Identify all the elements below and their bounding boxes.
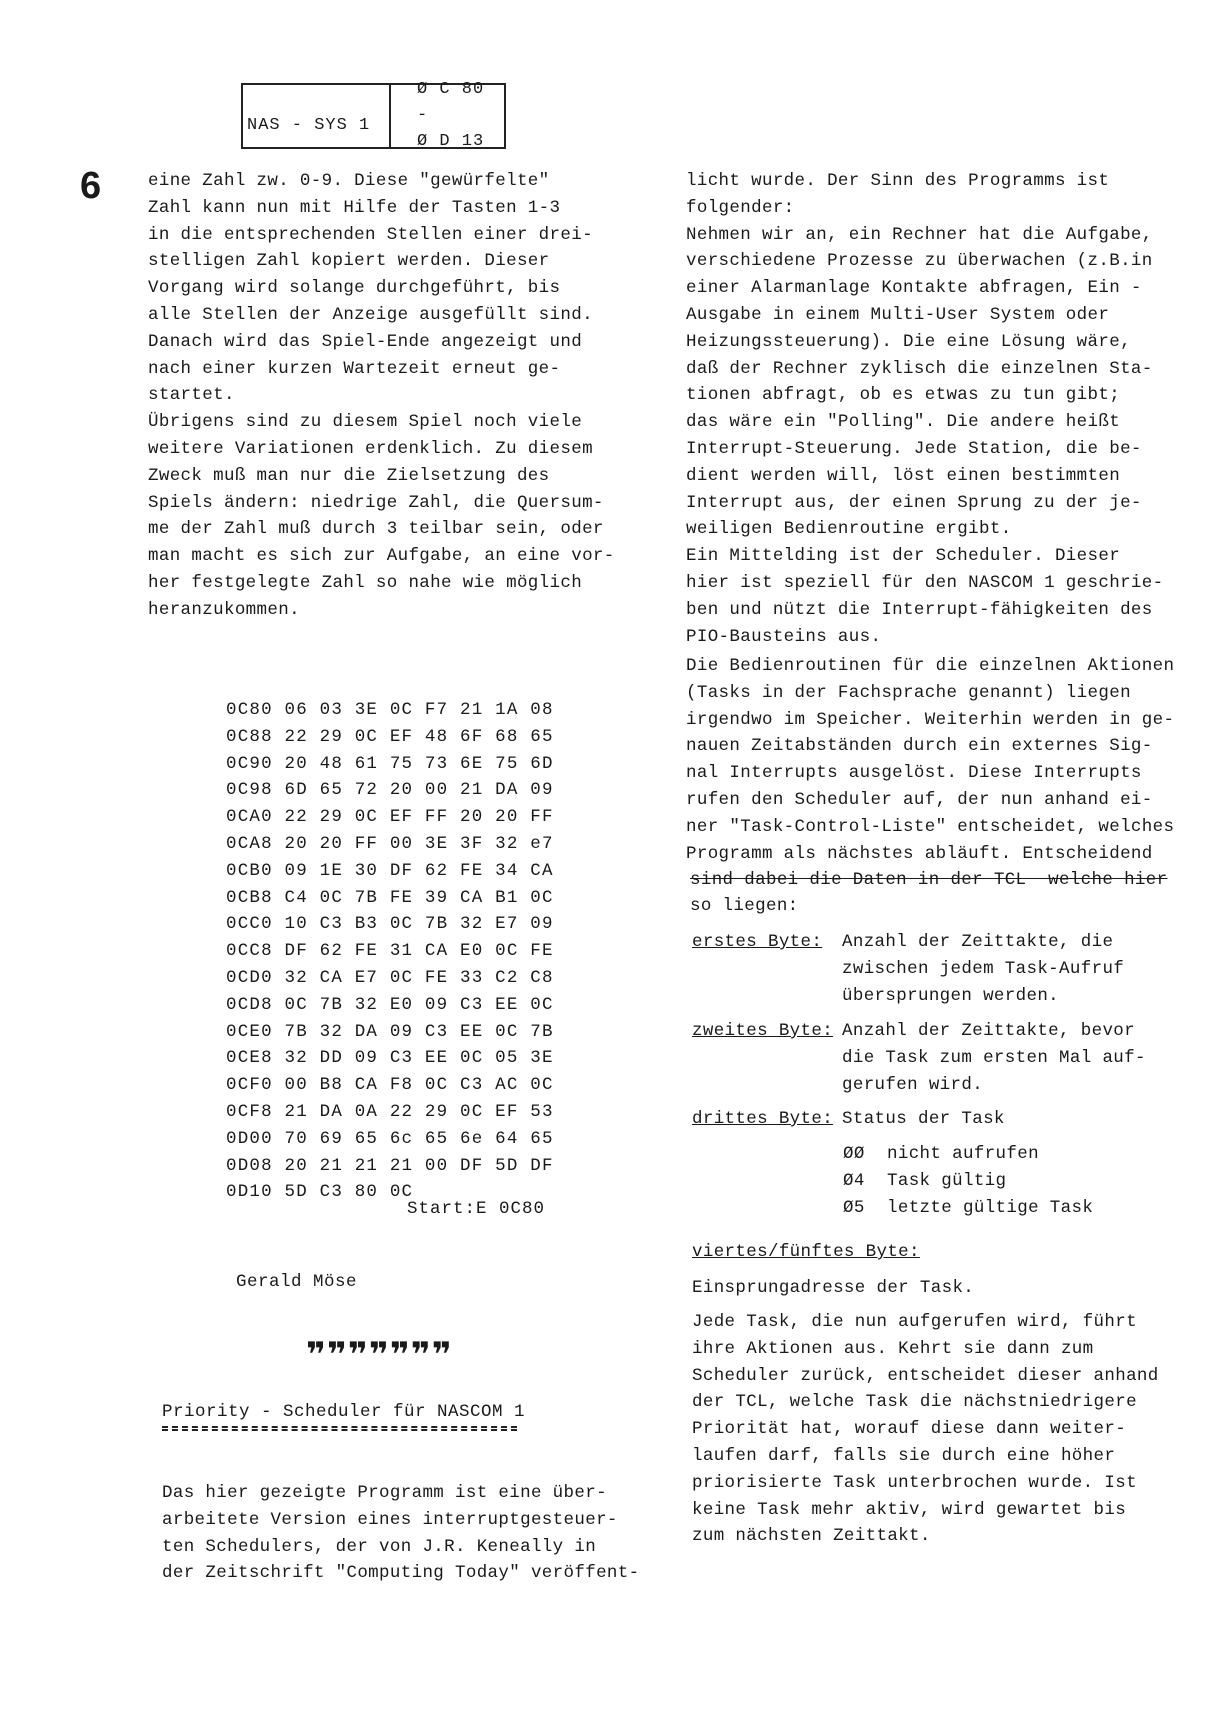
left-paragraph-1: eine Zahl zw. 0-9. Diese "gewürfelte" Zahl kann nun mit Hilfe der Tasten 1-3 in die entsprechenden Stellen einer drei- stelligen Zahl kopiert werden. Dieser Vorgang wird solange durchgeführt, bis alle Stellen der Anzeige ausgefüllt sind. Danach wird das Spiel-Ende angezeigt und nach einer kurzen Wartezeit erneut ge- startet. Übrigens sind zu diesem Spiel noch viele weitere Variationen erdenklich. Zu diesem Zweck muß man nur die Zielsetzung des Spiels ändern: niedrige Zahl, die Quersum- me der Zahl muß durch 3 teilbar sein, oder man macht es sich zur Aufgabe, an eine vor- her festgelegte Zahl so nahe wie möglich heranzukommen.: [148, 171, 615, 620]
address-start: Ø C 80 -: [417, 80, 485, 125]
status-code: ØØ: [843, 1144, 865, 1164]
header-box: [241, 80, 506, 151]
definition-term: zweites Byte:: [692, 1021, 834, 1041]
definition-desc: Status der Task: [842, 1109, 1005, 1129]
status-row: [843, 1195, 1093, 1222]
status-code: Ø5: [843, 1197, 865, 1218]
section-separator: ❞❞❞❞❞❞❞: [306, 1335, 453, 1375]
status-code: Ø4: [843, 1170, 865, 1191]
address-range: [391, 80, 504, 151]
status-label: nicht aufrufen: [887, 1144, 1039, 1164]
title-underline: [162, 1426, 517, 1431]
definition-desc: Anzahl der Zeittakte, bevor die Task zum ersten Mal auf- gerufen wird.: [842, 1021, 1146, 1095]
definition-desc: Anzahl der Zeittakte, die zwischen jedem Task-Aufruf übersprungen werden.: [842, 932, 1125, 1006]
status-code-list: [843, 1141, 1093, 1221]
status-label: letzte gültige Task: [887, 1197, 1094, 1218]
status-row: [843, 1141, 1093, 1168]
address-end: Ø D 13: [417, 132, 485, 151]
entry-address-desc: Einsprungadresse der Task.: [692, 1278, 975, 1298]
article-title: Priority - Scheduler für NASCOM 1: [162, 1402, 526, 1422]
definition-term: drittes Byte:: [692, 1109, 834, 1129]
struck-text: sind dabei die Daten in der TCL welche hier: [690, 870, 1168, 890]
right-paragraph-2: Die Bedienroutinen für die einzelnen Aktionen (Tasks in der Fachsprache genannt) liegen irgendwo im Speicher. Weiterhin werden in ge- nauen Zeitabständen durch ein externes Sig- nal Interrupts ausgelöst. Diese Interrupts rufen den Scheduler auf, der nun anhand ei- ner "Task-Control-Liste" entscheidet, welches Programm als nächstes abläuft. Entscheidend: [686, 656, 1175, 864]
author-name: Gerald Möse: [236, 1272, 358, 1292]
right-paragraph-3: Jede Task, die nun aufgerufen wird, führt ihre Aktionen aus. Kehrt sie dann zum Scheduler zurück, entscheidet dieser anhand der TCL, welche Task die nächstniedrigere Priorität hat, worauf diese dann weiter- laufen darf, falls sie durch eine höher priorisierte Task unterbrochen wurde. Ist keine Task mehr aktiv, wird gewartet bis zum nächsten Zeittakt.: [692, 1312, 1159, 1547]
status-row: [843, 1168, 1093, 1195]
right-paragraph-1: licht wurde. Der Sinn des Programms ist folgender: Nehmen wir an, ein Rechner hat die Aufgabe, verschiedene Prozesse zu überwachen (z.B.in einer Alarmanlage Kontakte abfragen, Ein - Ausgabe in einem Multi-User System oder Heizungssteuerung). Die eine Lösung wäre, daß der Rechner zyklisch die einzelnen Sta- tionen abfragt, ob es etwas zu tun gibt; das wäre ein "Polling". Die andere heißt Interrupt-Steuerung. Jede Station, die be- dient werden will, löst einen bestimmten Interrupt aus, der einen Sprung zu der je- weiligen Bedienroutine ergibt. Ein Mittelding ist der Scheduler. Dieser hier ist speziell für den NASCOM 1 geschrie- ben und nützt die Interrupt-fähigkeiten des PIO-Bausteins aus.: [686, 171, 1164, 647]
page-number: 6: [80, 165, 102, 207]
start-address: Start:E 0C80: [407, 1199, 546, 1219]
definition-fourth-fifth-byte: viertes/fünftes Byte:: [692, 1242, 920, 1262]
definition-term: erstes Byte:: [692, 932, 823, 952]
status-label: Task gültig: [887, 1170, 1007, 1191]
system-label: NAS - SYS 1: [243, 85, 391, 147]
article-intro: Das hier gezeigte Programm ist eine über- arbeitete Version eines interruptgesteuer- ten Schedulers, der von J.R. Keneally in der Zeitschrift "Computing Today" veröffent-: [162, 1483, 640, 1584]
hex-listing: 0C80 06 03 3E 0C F7 21 1A 08 0C88 22 29 0C EF 48 6F 68 65 0C90 20 48 61 75 73 6E 75 6D 0C98 6D 65 72 20 00 21 DA 09 0CA0 22 29 0C EF FF 20 20 FF 0CA8 20 20 FF 00 3E 3F 32 e7 0CB0 09 1E 30 DF 62 FE 34 CA 0CB8 C4 0C 7B FE 39 CA B1 0C 0CC0 10 C3 B3 0C 7B 32 E7 09 0CC8 DF 62 FE 31 CA E0 0C FE 0CD0 32 CA E7 0C FE 33 C2 C8 0CD8 0C 7B 32 E0 09 C3 EE 0C 0CE0 7B 32 DA 09 C3 EE 0C 7B 0CE8 32 DD 09 C3 EE 0C 05 3E 0CF0 00 B8 CA F8 0C C3 AC 0C 0CF8 21 DA 0A 22 29 0C EF 53 0D00 70 69 65 6c 65 6e 64 65 0D08 20 21 21 21 00 DF 5D DF 0D10 5D C3 80 0C: [226, 700, 554, 1203]
so-liegen: so liegen:: [690, 896, 799, 916]
